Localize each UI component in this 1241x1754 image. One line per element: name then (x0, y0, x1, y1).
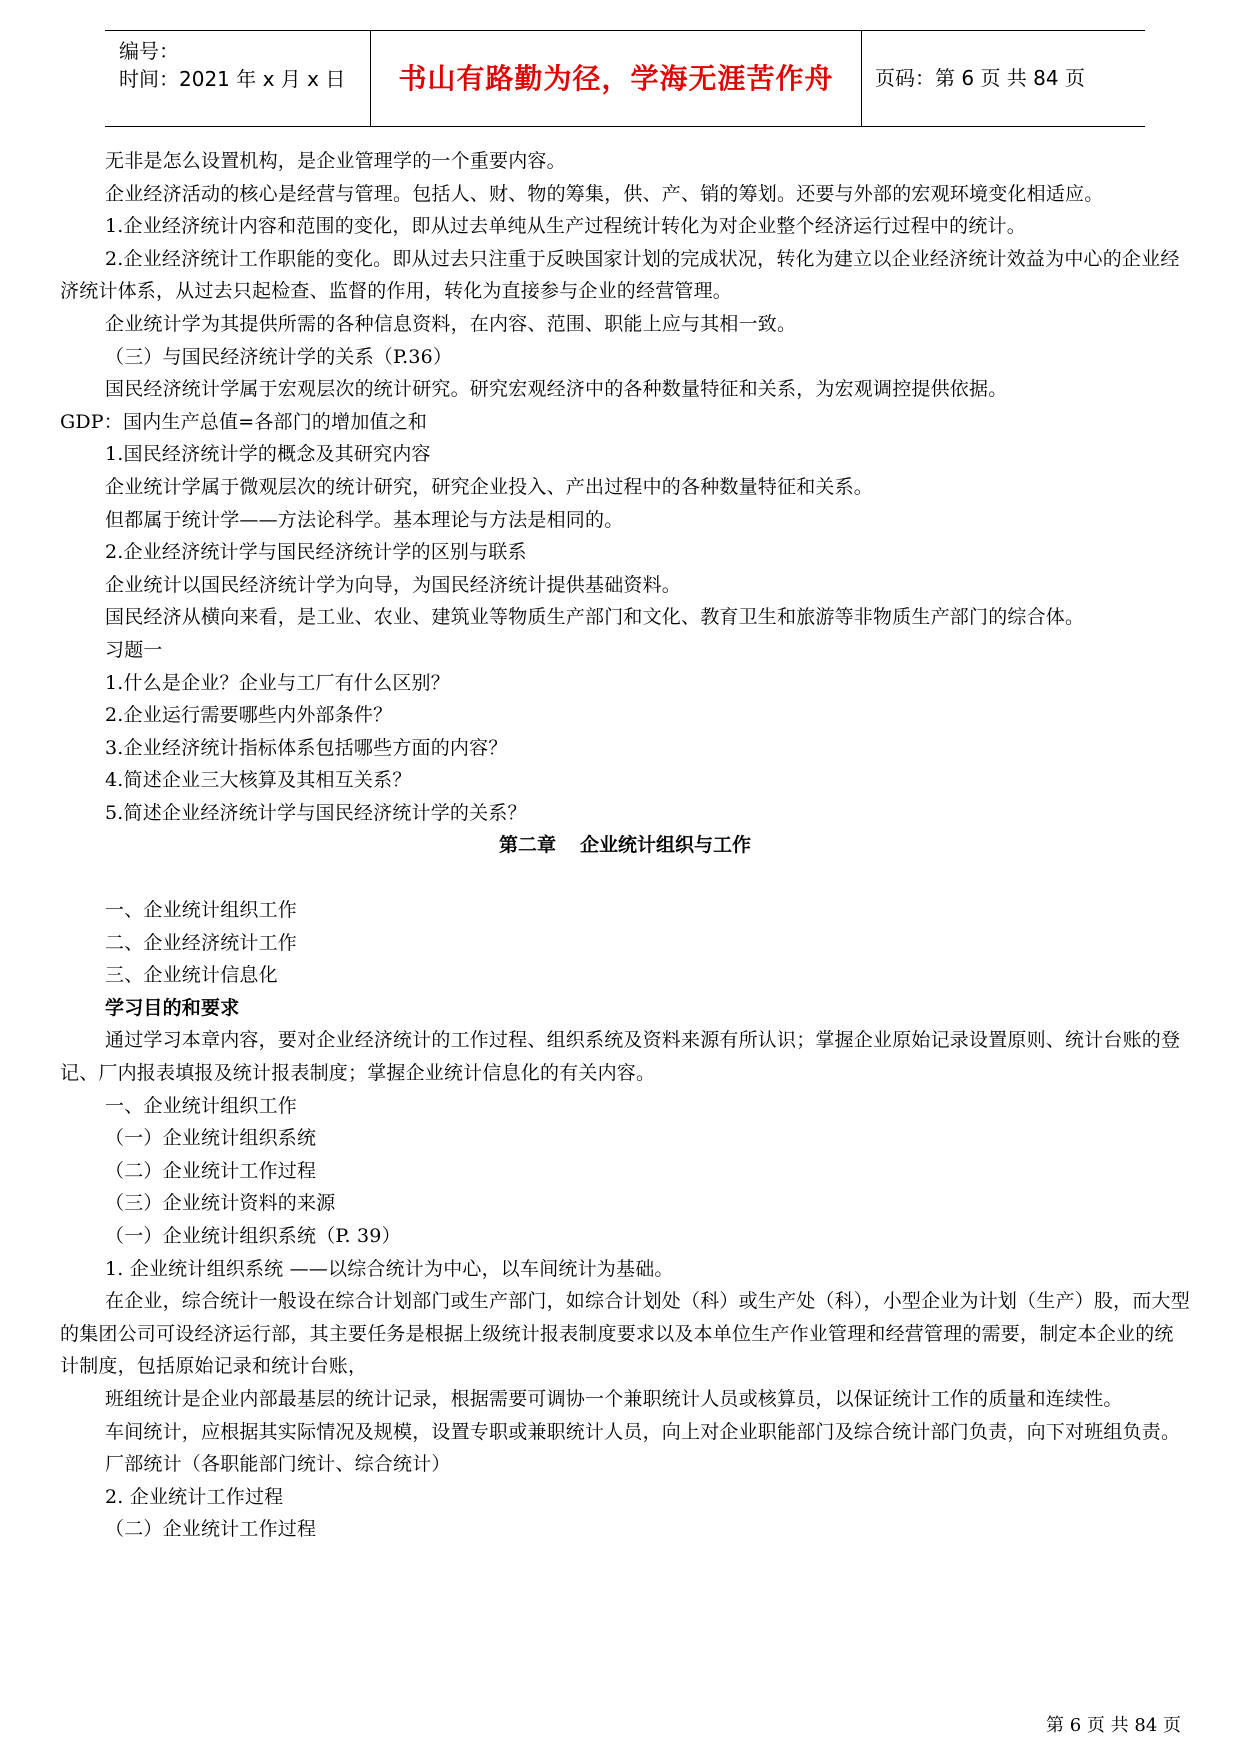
paragraph: 1.企业经济统计内容和范围的变化，即从过去单纯从生产过程统计转化为对企业整个经济运行过程中的统计。 (105, 215, 1026, 238)
outline-item: 三、企业统计信息化 (105, 964, 278, 987)
paragraph: 企业经济活动的核心是经营与管理。包括人、财、物的筹集，供、产、销的筹划。还要与外部的宏观环境变化相适应。 (105, 182, 1104, 205)
paragraph: 但都属于统计学——方法论科学。基本理论与方法是相同的。 (105, 508, 624, 531)
objectives-heading: 学习目的和要求 (105, 996, 240, 1019)
outline-item: 二、企业经济统计工作 (105, 931, 298, 954)
paragraph: 国民经济从横向来看，是工业、农业、建筑业等物质生产部门和文化、教育卫生和旅游等非物质生产部门的综合体。 (105, 606, 1085, 629)
exercise-item: 3.企业经济统计指标体系包括哪些方面的内容？ (105, 736, 508, 759)
document-body (60, 145, 1190, 1546)
outline-item: 一、企业统计组织工作 (105, 899, 298, 922)
page-header (105, 30, 1145, 127)
paragraph: 无非是怎么设置机构，是企业管理学的一个重要内容。 (105, 150, 566, 172)
paragraph: 企业统计学为其提供所需的各种信息资料，在内容、范围、职能上应与其相一致。 (105, 312, 797, 335)
section-heading: （二）企业统计工作过程 (105, 1518, 317, 1541)
paragraph: 在企业，综合统计一般设在综合计划部门或生产部门，如综合计划处（科）或生产处（科），小型企业为计划（生产）股，而大型的集团公司可设经济运行部，其主要任务是根据上级统计报表制度要求以及本单位生产作业管理和经营管理的需要，制定本企业的统计制度，包括原始记录和统计台账， (60, 1290, 1190, 1378)
page-footer: 第 6 页 共 84 页 (1046, 1715, 1181, 1736)
section-heading: 一、企业统计组织工作 (105, 1094, 298, 1117)
outline-item: （三）企业统计资料的来源 (105, 1192, 336, 1215)
exercise-heading: 习题一 (105, 638, 163, 661)
paragraph: 企业统计学属于微观层次的统计研究，研究企业投入、产出过程中的各种数量特征和关系。 (105, 475, 874, 498)
chapter-number: 第二章 (498, 834, 556, 857)
header-motto: 书山有路勤为径，学海无涯苦作舟 (398, 62, 834, 95)
paragraph: 通过学习本章内容，要对企业经济统计的工作过程、组织系统及资料来源有所认识；掌握企业原始记录设置原则、统计台账的登记、厂内报表填报及统计报表制度；掌握企业统计信息化的有关内容。 (60, 1029, 1181, 1085)
exercise-item: 5.简述企业经济统计学与国民经济统计学的关系？ (105, 801, 527, 824)
outline-item: （二）企业统计工作过程 (105, 1159, 317, 1182)
exercise-item: 1.什么是企业？企业与工厂有什么区别？ (105, 671, 450, 694)
paragraph: 国民经济统计学属于宏观层次的统计研究。研究宏观经济中的各种数量特征和关系，为宏观调控提供依据。 (105, 378, 1008, 401)
document-time-label: 时间：2021 年 x 月 x 日 (119, 67, 346, 91)
section-heading: （一）企业统计组织系统（P. 39） (105, 1225, 401, 1247)
document-number-label: 编号： (119, 39, 179, 63)
paragraph: 车间统计，应根据其实际情况及规模，设置专职或兼职统计人员，向上对企业职能部门及综合统计部门负责，向下对班组负责。 (105, 1420, 1181, 1443)
exercise-item: 4.简述企业三大核算及其相互关系？ (105, 769, 412, 792)
paragraph: 1.国民经济统计学的概念及其研究内容 (105, 443, 431, 466)
paragraph: GDP：国内生产总值=各部门的增加值之和 (60, 410, 428, 433)
paragraph: 1. 企业统计组织系统 ——以综合统计为中心，以车间统计为基础。 (105, 1257, 674, 1280)
chapter-title (60, 829, 1190, 862)
exercise-item: 2.企业运行需要哪些内外部条件？ (105, 704, 393, 727)
paragraph: 2.企业经济统计工作职能的变化。即从过去只注重于反映国家计划的完成状况，转化为建立以企业经济统计效益为中心的企业经济统计体系，从过去只起检查、监督的作用，转化为直接参与企业的经营管理。 (60, 247, 1180, 303)
chapter-name: 企业统计组织与工作 (580, 834, 752, 857)
outline-item: （一）企业统计组织系统 (105, 1127, 317, 1150)
paragraph: 班组统计是企业内部最基层的统计记录，根据需要可调协一个兼职统计人员或核算员，以保证统计工作的质量和连续性。 (105, 1387, 1123, 1410)
header-meta-cell (105, 31, 370, 126)
section-heading: （三）与国民经济统计学的关系（P.36） (105, 345, 453, 368)
header-divider (861, 31, 862, 126)
paragraph: 企业统计以国民经济统计学为向导，为国民经济统计提供基础资料。 (105, 573, 682, 596)
header-page-label: 页码：第 6 页 共 84 页 (875, 66, 1085, 90)
paragraph: 2.企业经济统计学与国民经济统计学的区别与联系 (105, 541, 527, 564)
paragraph: 厂部统计（各职能部门统计、综合统计） (105, 1453, 451, 1476)
paragraph: 2. 企业统计工作过程 (105, 1485, 284, 1508)
